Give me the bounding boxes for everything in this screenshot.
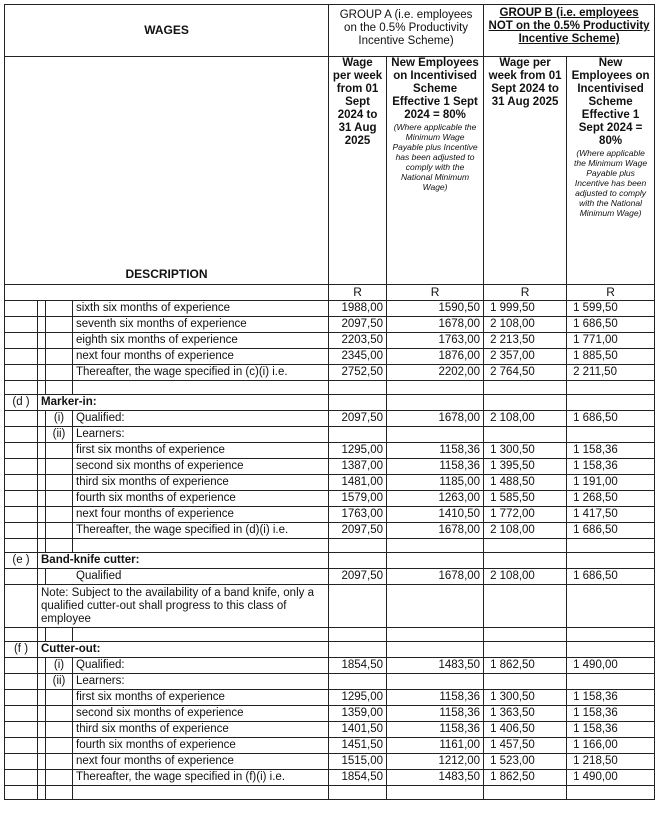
empty-cell: [46, 333, 73, 349]
table-row: [5, 443, 655, 459]
table-row: [5, 569, 655, 585]
empty-cell: [567, 674, 655, 690]
subsection-title: Learners:: [73, 427, 329, 443]
group-b-new-employee-wage: 1 686,50: [567, 317, 655, 333]
group-a-new-employee-wage: 1410,50: [387, 507, 484, 523]
empty-cell: [38, 738, 46, 754]
section-row: [5, 395, 655, 411]
empty-cell: [387, 628, 484, 642]
empty-cell: [38, 539, 46, 553]
empty-cell: [5, 301, 38, 317]
group-a-wage-header: Wage per week from 01 Sept 2024 to 31 Aug 2025: [329, 57, 387, 285]
group-a-new-employee-wage: 1161,00: [387, 738, 484, 754]
empty-cell: [484, 427, 567, 443]
empty-cell: [46, 786, 73, 800]
section-row: [5, 553, 655, 569]
group-a-new-employees-header: [387, 57, 484, 285]
empty-cell: [38, 333, 46, 349]
group-a-new-employees-note: (Where applicable the Minimum Wage Payable plus Incentive has been adjusted to comply with the National Minimum Wage): [392, 122, 478, 192]
group-b-wage: 1 585,50: [484, 491, 567, 507]
group-b-wage: 1 999,50: [484, 301, 567, 317]
empty-cell: [38, 754, 46, 770]
empty-cell: [38, 491, 46, 507]
group-b-wage: 1 523,00: [484, 754, 567, 770]
empty-cell: [38, 628, 46, 642]
empty-cell: [484, 628, 567, 642]
row-description: second six months of experience: [73, 459, 329, 475]
empty-cell: [387, 539, 484, 553]
empty-cell: [329, 427, 387, 443]
empty-cell: [46, 754, 73, 770]
group-b-wage: 1 772,00: [484, 507, 567, 523]
unit-label: R: [567, 285, 655, 301]
row-description: next four months of experience: [73, 754, 329, 770]
table-row: [5, 738, 655, 754]
empty-cell: [329, 553, 387, 569]
spacer-row: [5, 786, 655, 800]
subsection-title: Qualified:: [73, 658, 329, 674]
group-a-wage: 2097,50: [329, 411, 387, 427]
note-text: Note: Subject to the availability of a band knife, only a qualified cutter-out shall progress to this class of employee: [38, 585, 329, 628]
empty-cell: [5, 754, 38, 770]
empty-cell: [46, 706, 73, 722]
group-b-new-employee-wage: 1 158,36: [567, 706, 655, 722]
group-a-new-employee-wage: 1483,50: [387, 770, 484, 786]
group-b-wage: 1 862,50: [484, 658, 567, 674]
table-row: [5, 317, 655, 333]
table-row: [5, 301, 655, 317]
empty-cell: [46, 317, 73, 333]
group-b-new-employee-wage: 1 686,50: [567, 411, 655, 427]
empty-cell: [387, 395, 484, 411]
subsection-code: (i): [46, 658, 73, 674]
group-a-wage: 2097,50: [329, 317, 387, 333]
empty-cell: [387, 553, 484, 569]
row-description: first six months of experience: [73, 443, 329, 459]
table-row: [5, 690, 655, 706]
group-b-wage: 1 457,50: [484, 738, 567, 754]
group-a-new-employee-wage: 1876,00: [387, 349, 484, 365]
subsection-code: (ii): [46, 427, 73, 443]
row-description: fourth six months of experience: [73, 491, 329, 507]
table-row: [5, 491, 655, 507]
row-description: third six months of experience: [73, 475, 329, 491]
empty-cell: [5, 539, 38, 553]
subsection-code: (ii): [46, 674, 73, 690]
group-b-wage: 1 300,50: [484, 443, 567, 459]
group-b-wage: 2 108,00: [484, 523, 567, 539]
group-b-wage: 2 764,50: [484, 365, 567, 381]
group-a-wage: 1295,00: [329, 443, 387, 459]
table-row: [5, 349, 655, 365]
subsection-row: [5, 427, 655, 443]
section-code: (d ): [5, 395, 38, 411]
empty-cell: [5, 349, 38, 365]
table-header: [5, 5, 655, 301]
empty-cell: [38, 786, 46, 800]
group-a-new-employee-wage: 1263,00: [387, 491, 484, 507]
row-description: Thereafter, the wage specified in (c)(i) i.e.: [73, 365, 329, 381]
empty-cell: [567, 553, 655, 569]
empty-cell: [484, 674, 567, 690]
group-a-wage: 1854,50: [329, 770, 387, 786]
empty-cell: [38, 365, 46, 381]
group-a-new-employee-wage: 2202,00: [387, 365, 484, 381]
group-a-new-employee-wage: 1678,00: [387, 317, 484, 333]
empty-cell: [484, 395, 567, 411]
empty-cell: [38, 301, 46, 317]
group-b-new-employee-wage: 1 771,00: [567, 333, 655, 349]
group-b-new-employee-wage: 1 686,50: [567, 523, 655, 539]
empty-cell: [567, 642, 655, 658]
row-description: next four months of experience: [73, 349, 329, 365]
group-a-new-employee-wage: 1158,36: [387, 443, 484, 459]
group-a-wage: 1763,00: [329, 507, 387, 523]
table-body: [5, 301, 655, 800]
table-row: [5, 507, 655, 523]
group-b-wage: 1 862,50: [484, 770, 567, 786]
empty-cell: [73, 628, 329, 642]
empty-cell: [567, 585, 655, 628]
empty-cell: [46, 365, 73, 381]
group-a-new-employee-wage: 1678,00: [387, 411, 484, 427]
group-a-new-employee-wage: 1158,36: [387, 706, 484, 722]
group-a-wage: 1988,00: [329, 301, 387, 317]
empty-cell: [38, 443, 46, 459]
group-b-wage: 1 363,50: [484, 706, 567, 722]
subsection-row: [5, 658, 655, 674]
group-a-wage: 1481,00: [329, 475, 387, 491]
empty-cell: [38, 317, 46, 333]
row-description: second six months of experience: [73, 706, 329, 722]
empty-cell: [387, 642, 484, 658]
empty-cell: [38, 569, 46, 585]
group-b-wage: 1 488,50: [484, 475, 567, 491]
empty-cell: [329, 381, 387, 395]
empty-cell: [46, 459, 73, 475]
empty-cell: [387, 381, 484, 395]
row-description: next four months of experience: [73, 507, 329, 523]
empty-cell: [5, 770, 38, 786]
group-b-new-employee-wage: 1 599,50: [567, 301, 655, 317]
group-a-wage: 2097,50: [329, 569, 387, 585]
empty-cell: [5, 569, 38, 585]
unit-label: R: [387, 285, 484, 301]
empty-cell: [46, 475, 73, 491]
row-description: fourth six months of experience: [73, 738, 329, 754]
empty-cell: [5, 317, 38, 333]
table-row: [5, 722, 655, 738]
empty-cell: [5, 628, 38, 642]
group-a-new-employee-wage: 1185,00: [387, 475, 484, 491]
empty-cell: [484, 642, 567, 658]
spacer-row: [5, 628, 655, 642]
empty-cell: [329, 628, 387, 642]
empty-cell: [38, 690, 46, 706]
group-a-new-employee-wage: 1158,36: [387, 722, 484, 738]
table-row: [5, 523, 655, 539]
group-b-header: GROUP B (i.e. employees NOT on the 0.5% Productivity Incentive Scheme): [484, 5, 655, 57]
group-b-new-employee-wage: 1 218,50: [567, 754, 655, 770]
empty-cell: [38, 411, 46, 427]
empty-cell: [329, 585, 387, 628]
empty-cell: [38, 475, 46, 491]
table-row: [5, 365, 655, 381]
group-a-new-employees-label: New Employees on Incentivised Scheme Effective 1 Sept 2024 = 80%: [391, 57, 479, 121]
note-row: [5, 585, 655, 628]
group-b-wage: 2 357,00: [484, 349, 567, 365]
row-description: eighth six months of experience: [73, 333, 329, 349]
group-a-wage: 1359,00: [329, 706, 387, 722]
empty-cell: [46, 738, 73, 754]
group-a-new-employee-wage: 1678,00: [387, 569, 484, 585]
empty-cell: [38, 674, 46, 690]
group-a-wage: 2345,00: [329, 349, 387, 365]
empty-cell: [5, 443, 38, 459]
row-description: first six months of experience: [73, 690, 329, 706]
spacer-row: [5, 539, 655, 553]
empty-cell: [484, 553, 567, 569]
subsection-title: Learners:: [73, 674, 329, 690]
group-a-wage: 2203,50: [329, 333, 387, 349]
group-b-new-employee-wage: 1 158,36: [567, 690, 655, 706]
group-a-wage: 1295,00: [329, 690, 387, 706]
group-a-wage: 1579,00: [329, 491, 387, 507]
group-b-new-employees-note: (Where applicable the Minimum Wage Payable plus Incentive has been adjusted to comply with the National Minimum Wage): [574, 148, 648, 218]
empty-cell: [38, 722, 46, 738]
group-b-new-employees-label: New Employees on Incentivised Scheme Effective 1 Sept 2024 = 80%: [571, 57, 650, 147]
table-row: [5, 333, 655, 349]
row-description: Thereafter, the wage specified in (f)(i) i.e.: [73, 770, 329, 786]
group-b-new-employee-wage: 1 191,00: [567, 475, 655, 491]
group-a-wage: 1401,50: [329, 722, 387, 738]
group-b-wage: 1 406,50: [484, 722, 567, 738]
empty-cell: [5, 585, 38, 628]
group-a-wage: 1451,50: [329, 738, 387, 754]
group-b-new-employee-wage: 1 158,36: [567, 459, 655, 475]
group-a-new-employee-wage: 1212,00: [387, 754, 484, 770]
empty-cell: [5, 738, 38, 754]
subsection-row: [5, 674, 655, 690]
empty-cell: [5, 475, 38, 491]
empty-cell: [73, 786, 329, 800]
empty-cell: [38, 459, 46, 475]
row-description: seventh six months of experience: [73, 317, 329, 333]
group-b-new-employees-header: [567, 57, 655, 285]
group-b-new-employee-wage: 1 885,50: [567, 349, 655, 365]
wages-table: [4, 4, 655, 800]
empty-cell: [46, 349, 73, 365]
table-row: [5, 475, 655, 491]
group-a-wage: 2097,50: [329, 523, 387, 539]
wages-title: WAGES: [5, 5, 329, 57]
empty-cell: [5, 365, 38, 381]
group-b-new-employee-wage: 1 490,00: [567, 770, 655, 786]
empty-cell: [5, 333, 38, 349]
group-b-wage: 2 108,00: [484, 411, 567, 427]
group-a-new-employee-wage: 1590,50: [387, 301, 484, 317]
group-a-new-employee-wage: 1763,00: [387, 333, 484, 349]
empty-cell: [484, 585, 567, 628]
table-row: [5, 459, 655, 475]
empty-cell: [46, 507, 73, 523]
group-a-new-employee-wage: 1158,36: [387, 459, 484, 475]
group-b-new-employee-wage: 1 158,36: [567, 443, 655, 459]
empty-cell: [38, 507, 46, 523]
empty-cell: [38, 658, 46, 674]
section-code: (f ): [5, 642, 38, 658]
group-b-wage: 1 395,50: [484, 459, 567, 475]
empty-cell: [5, 786, 38, 800]
group-b-wage: 2 108,00: [484, 569, 567, 585]
empty-cell: [5, 459, 38, 475]
empty-cell: [567, 427, 655, 443]
row-description: sixth six months of experience: [73, 301, 329, 317]
group-a-wage: 1854,50: [329, 658, 387, 674]
group-b-new-employee-wage: 1 490,00: [567, 658, 655, 674]
section-title: Cutter-out:: [38, 642, 329, 658]
row-description: Qualified: [46, 569, 329, 585]
empty-cell: [567, 539, 655, 553]
empty-cell: [38, 523, 46, 539]
empty-cell: [46, 491, 73, 507]
empty-cell: [329, 674, 387, 690]
group-a-wage: 1387,00: [329, 459, 387, 475]
group-a-new-employee-wage: 1158,36: [387, 690, 484, 706]
empty-cell: [46, 770, 73, 786]
section-title: Band-knife cutter:: [38, 553, 329, 569]
empty-cell: [46, 301, 73, 317]
group-a-new-employee-wage: 1678,00: [387, 523, 484, 539]
empty-cell: [46, 722, 73, 738]
group-a-header: GROUP A (i.e. employees on the 0.5% Productivity Incentive Scheme): [329, 5, 484, 57]
unit-label: R: [484, 285, 567, 301]
empty-cell: [46, 381, 73, 395]
group-b-new-employee-wage: 1 268,50: [567, 491, 655, 507]
empty-cell: [46, 690, 73, 706]
group-b-new-employee-wage: 2 211,50: [567, 365, 655, 381]
empty-cell: [5, 427, 38, 443]
empty-cell: [5, 411, 38, 427]
empty-cell: [567, 381, 655, 395]
empty-cell: [387, 585, 484, 628]
empty-cell: [5, 722, 38, 738]
subsection-title: Qualified:: [73, 411, 329, 427]
section-title: Marker-in:: [38, 395, 329, 411]
unit-row-blank: [5, 285, 329, 301]
empty-cell: [73, 381, 329, 395]
empty-cell: [38, 381, 46, 395]
empty-cell: [5, 690, 38, 706]
empty-cell: [329, 786, 387, 800]
group-a-wage: 2752,50: [329, 365, 387, 381]
table-row: [5, 754, 655, 770]
group-b-new-employee-wage: 1 417,50: [567, 507, 655, 523]
group-b-wage: 1 300,50: [484, 690, 567, 706]
empty-cell: [73, 539, 329, 553]
subsection-code: (i): [46, 411, 73, 427]
row-description: third six months of experience: [73, 722, 329, 738]
table-row: [5, 706, 655, 722]
row-description: Thereafter, the wage specified in (d)(i) i.e.: [73, 523, 329, 539]
empty-cell: [46, 628, 73, 642]
empty-cell: [329, 642, 387, 658]
empty-cell: [567, 395, 655, 411]
empty-cell: [46, 539, 73, 553]
group-b-wage: 2 108,00: [484, 317, 567, 333]
empty-cell: [46, 523, 73, 539]
empty-cell: [484, 539, 567, 553]
description-title: DESCRIPTION: [5, 57, 329, 285]
group-b-wage: 2 213,50: [484, 333, 567, 349]
empty-cell: [387, 427, 484, 443]
empty-cell: [46, 443, 73, 459]
empty-cell: [5, 507, 38, 523]
empty-cell: [38, 770, 46, 786]
empty-cell: [387, 786, 484, 800]
empty-cell: [38, 706, 46, 722]
group-b-new-employee-wage: 1 686,50: [567, 569, 655, 585]
empty-cell: [329, 395, 387, 411]
empty-cell: [5, 674, 38, 690]
group-b-new-employee-wage: 1 158,36: [567, 722, 655, 738]
empty-cell: [329, 539, 387, 553]
section-row: [5, 642, 655, 658]
empty-cell: [5, 523, 38, 539]
unit-label: R: [329, 285, 387, 301]
empty-cell: [387, 674, 484, 690]
group-b-new-employee-wage: 1 166,00: [567, 738, 655, 754]
subsection-row: [5, 411, 655, 427]
empty-cell: [5, 491, 38, 507]
empty-cell: [38, 349, 46, 365]
empty-cell: [38, 427, 46, 443]
table-row: [5, 770, 655, 786]
group-b-wage-header: Wage per week from 01 Sept 2024 to 31 Aug 2025: [484, 57, 567, 285]
empty-cell: [484, 786, 567, 800]
group-a-wage: 1515,00: [329, 754, 387, 770]
empty-cell: [484, 381, 567, 395]
section-code: (e ): [5, 553, 38, 569]
group-a-new-employee-wage: 1483,50: [387, 658, 484, 674]
empty-cell: [5, 658, 38, 674]
spacer-row: [5, 381, 655, 395]
empty-cell: [5, 706, 38, 722]
empty-cell: [567, 628, 655, 642]
empty-cell: [567, 786, 655, 800]
empty-cell: [5, 381, 38, 395]
